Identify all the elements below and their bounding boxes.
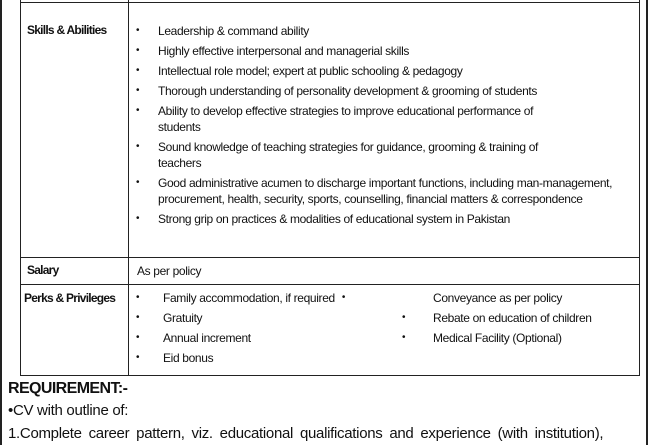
perk-item: Annual increment xyxy=(163,331,251,345)
row-divider xyxy=(20,2,640,3)
bullet-icon: • xyxy=(136,312,140,323)
perks-label: Perks & Privileges xyxy=(24,291,116,305)
table-border-right xyxy=(639,0,640,376)
skill-item: Strong grip on practices & modalities of educational system in Pakistan xyxy=(158,212,511,226)
perk-item: Medical Facility (Optional) xyxy=(433,331,562,345)
skill-item: Ability to develop effective strategies to improve educational performance of xyxy=(158,104,534,118)
bullet-icon: • xyxy=(136,105,140,116)
perk-item: Rebate on education of children xyxy=(433,311,592,325)
bullet-icon: • xyxy=(136,177,140,188)
skill-item: Highly effective interpersonal and managerial skills xyxy=(158,44,410,58)
skill-item: students xyxy=(158,120,201,134)
bullet-icon: • xyxy=(136,25,140,36)
table-border-left xyxy=(20,0,21,376)
bullet-icon: • xyxy=(136,332,140,343)
skill-item: Leadership & command ability xyxy=(158,24,309,38)
requirement-line: •CV with outline of: xyxy=(8,402,129,419)
skill-item: procurement, health, security, sports, counselling, financial matters & correspondence xyxy=(158,192,583,206)
skills-label: Skills & Abilities xyxy=(27,23,107,37)
bullet-icon: • xyxy=(136,213,140,224)
table-border-bottom xyxy=(20,375,640,376)
perk-item: Conveyance as per policy xyxy=(433,291,563,305)
requirement-line: 1.Complete career pattern, viz. educational qualifications and experience (with institution), xyxy=(8,425,604,442)
row-divider xyxy=(20,257,640,258)
salary-label: Salary xyxy=(27,263,59,277)
perk-item: Family accommodation, if required xyxy=(163,291,335,305)
bullet-icon: • xyxy=(136,45,140,56)
perk-row xyxy=(163,290,345,306)
bullet-icon: • xyxy=(136,141,140,152)
bullet-icon: • xyxy=(402,312,406,323)
skill-item: Thorough understanding of personality development & grooming of students xyxy=(158,84,538,98)
row-divider xyxy=(20,284,640,285)
requirement-heading: REQUIREMENT:- xyxy=(8,380,128,397)
bullet-icon: • xyxy=(136,85,140,96)
skill-item: Good administrative acumen to discharge important functions, including man-management, xyxy=(158,176,613,190)
skill-item: Intellectual role model; expert at public schooling & pedagogy xyxy=(158,64,463,78)
bullet-icon: • xyxy=(136,65,140,76)
skill-item: Sound knowledge of teaching strategies for guidance, grooming & training of xyxy=(158,140,539,154)
bullet-icon: • xyxy=(402,332,406,343)
bullet-icon: • xyxy=(136,352,140,363)
perk-item: Eid bonus xyxy=(163,351,214,365)
page-border-left xyxy=(0,0,2,445)
bullet-icon: • xyxy=(136,292,140,303)
skill-item: teachers xyxy=(158,156,202,170)
perk-item: Gratuity xyxy=(163,311,203,325)
column-divider xyxy=(128,0,129,376)
bullet-icon: • xyxy=(341,292,346,303)
salary-value: As per policy xyxy=(137,264,202,278)
